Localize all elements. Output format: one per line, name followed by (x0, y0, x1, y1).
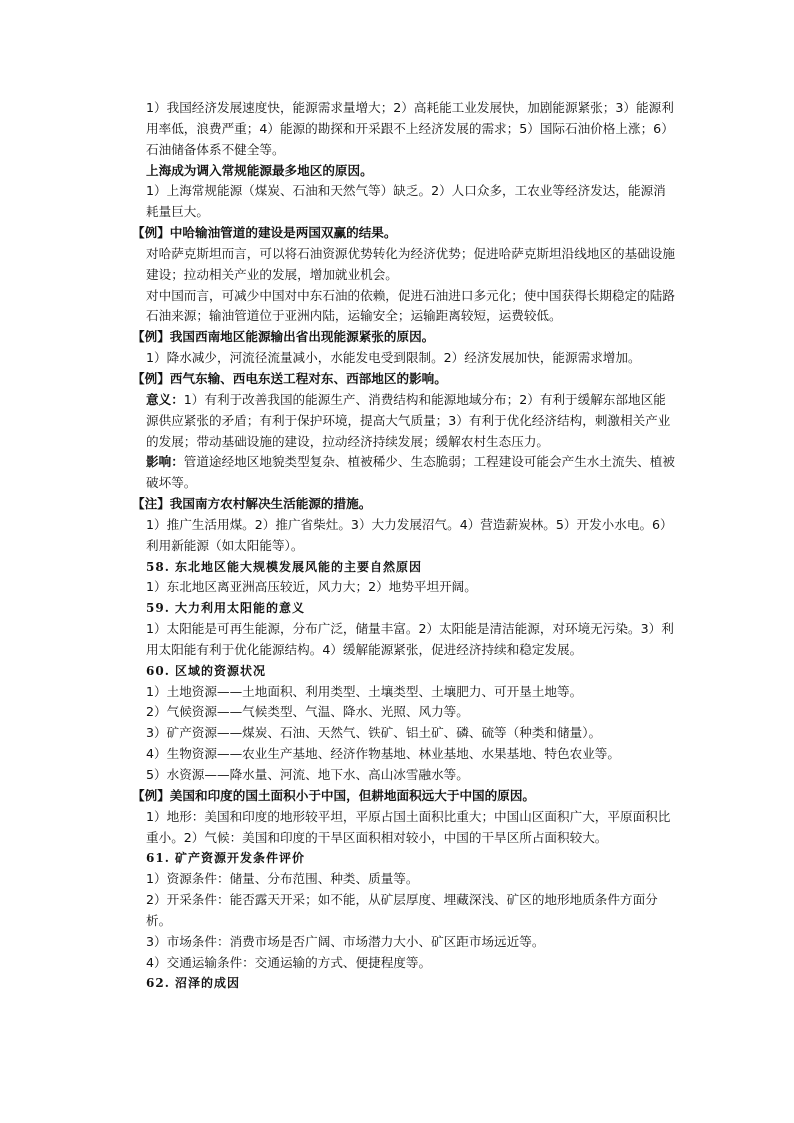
paragraph: 61. 矿产资源开发条件评价 (146, 851, 306, 866)
paragraph (118, 452, 678, 494)
paragraph: 5）水资源——降水量、河流、地下水、高山冰雪融水等。 (146, 767, 469, 782)
paragraph: 【注】我国南方农村解决生活能源的措施。 (132, 496, 372, 512)
paragraph: 【例】中哈输油管道的建设是两国双赢的结果。 (132, 225, 397, 241)
paragraph: 【例】西气东输、西电东送工程对东、西部地区的影响。 (132, 370, 447, 386)
paragraph-label: 影响： (146, 454, 184, 470)
paragraph: 上海成为调入常规能源最多地区的原因。 (146, 162, 373, 178)
paragraph: 2）开采条件：能否露天开采；如不能，从矿层厚度、埋藏深浅、矿区的地形地质条件方面分析。 (146, 892, 658, 928)
paragraph: 对哈萨克斯坦而言，可以将石油资源优势转化为经济优势；促进哈萨克斯坦沿线地区的基础设施建设；拉动相关产业的发展，增加就业机会。 (146, 245, 675, 282)
paragraph: 1）我国经济发展速度快，能源需求量增大；2）高耗能工业发展快，加剧能源紧张；3）能源利用率低，浪费严重；4）能源的勘探和开采跟不上经济发展的需求；5）国际石油价格上涨；6）石油储备体系不健全等。 (146, 100, 674, 157)
paragraph: 2）气候资源——气候类型、气温、降水、光照、风力等。 (146, 704, 469, 720)
paragraph: 1）推广生活用煤。2）推广省柴灶。3）大力发展沼气。4）营造薪炭林。5）开发小水电。6）利用新能源（如太阳能等）。 (146, 516, 673, 553)
paragraph: 59. 大力利用太阳能的意义 (146, 601, 306, 616)
paragraph: 4）交通运输条件：交通运输的方式、便捷程度等。 (146, 954, 432, 970)
paragraph: 1）地形：美国和印度的地形较平坦，平原占国土面积比重大；中国山区面积广大，平原面积比重小。2）气候：美国和印度的干旱区面积相对较小，中国的干旱区所占面积较大。 (146, 808, 671, 845)
paragraph: 3）矿产资源——煤炭、石油、天然气、铁矿、铝土矿、磷、硫等（种类和储量）。 (146, 725, 602, 741)
paragraph: 【例】我国西南地区能源输出省出现能源紧张的原因。 (132, 329, 435, 345)
paragraph: 1）资源条件：储量、分布范围、种类、质量等。 (146, 871, 419, 887)
paragraph: 1）东北地区离亚洲高压较近，风力大；2）地势平坦开阔。 (146, 579, 477, 595)
paragraph-label: 意义： (146, 391, 184, 407)
paragraph: 1）太阳能是可再生能源，分布广泛，储量丰富。2）太阳能是清洁能源，对环境无污染。3）利用太阳能有利于优化能源结构。4）缓解能源紧张，促进经济持续和稳定发展。 (146, 621, 674, 657)
paragraph: 58. 东北地区能大规模发展风能的主要自然原因 (146, 559, 423, 574)
paragraph: 60. 区域的资源状况 (146, 663, 267, 678)
paragraph: 4）生物资源——农业生产基地、经济作物基地、林业基地、水果基地、特色农业等。 (146, 746, 620, 762)
paragraph (118, 390, 678, 453)
paragraph-text: 1）有利于改善我国的能源生产、消费结构和能源地域分布；2）有利于缓解东部地区能源供应紧张的矛盾；有利于保护环境，提高大气质量；3）有利于优化经济结构，刺激相关产业的发展；带动基础设施的建设，拉动经济持续发展；缓解农村生态压力。 (146, 391, 671, 449)
paragraph: 3）市场条件：消费市场是否广阔、市场潜力大小、矿区距市场远近等。 (146, 933, 545, 949)
paragraph: 1）上海常规能源（煤炭、石油和天然气等）缺乏。2）人口众多，工农业等经济发达，能源消耗量巨大。 (146, 183, 666, 220)
document-body (118, 98, 678, 994)
paragraph-text: 管道途经地区地貌类型复杂、植被稀少、生态脆弱；工程建设可能会产生水土流失、植被破坏等。 (146, 454, 675, 491)
paragraph: 62. 沼泽的成因 (146, 976, 241, 991)
paragraph: 1）土地资源——土地面积、利用类型、土壤类型、土壤肥力、可开垦土地等。 (146, 683, 583, 699)
paragraph: 【例】美国和印度的国土面积小于中国，但耕地面积远大于中国的原因。 (132, 787, 535, 803)
paragraph: 对中国而言，可减少中国对中东石油的依赖，促进石油进口多元化；使中国获得长期稳定的陆路石油来源；输油管道位于亚洲内陆，运输安全；运输距离较短，运费较低。 (146, 287, 675, 324)
paragraph: 1）降水减少，河流径流量减小，水能发电受到限制。2）经济发展加快，能源需求增加。 (146, 350, 641, 366)
